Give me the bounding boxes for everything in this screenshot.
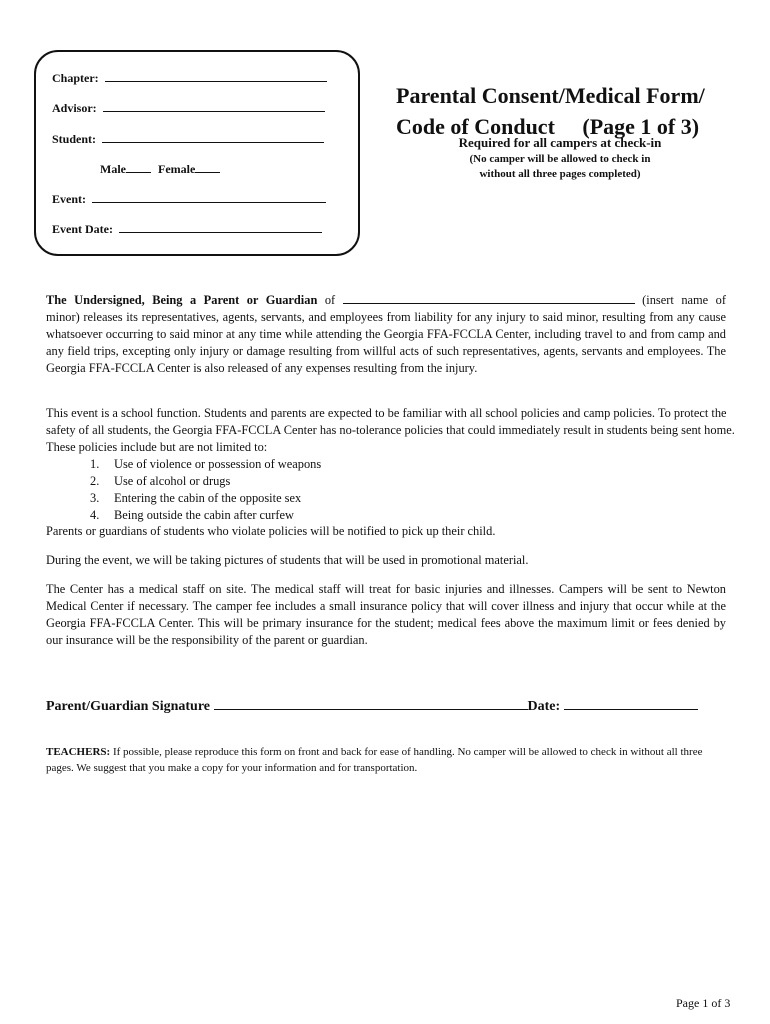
teachers-note	[46, 744, 726, 776]
title-line-2: Code of Conduct (Page 1 of 3)	[396, 114, 700, 139]
list-item: 2. Use of alcohol or drugs	[90, 474, 231, 488]
signature-label: Parent/Guardian Signature	[46, 699, 211, 714]
teachers-text: If possible, please reproduce this form on front and back for ease of handling. No camper will be allowed to check in without all three pages. We suggest that you make a copy for your information and for transportation.	[46, 746, 703, 774]
list-item: 4. Being outside the cabin after curfew	[90, 508, 294, 522]
policy-list	[90, 456, 321, 524]
page-number: Page 1 of 3	[676, 996, 731, 1010]
signature-input-line[interactable]	[214, 697, 528, 710]
form-title	[396, 80, 705, 142]
list-item: 3. Entering the cabin of the opposite sex	[90, 491, 302, 505]
title-line-1: Parental Consent/Medical Form/	[396, 83, 705, 108]
event-date-input-line[interactable]	[119, 221, 322, 233]
student-field[interactable]	[52, 131, 324, 147]
student-label: Student:	[52, 132, 97, 146]
minor-name-input-line[interactable]	[343, 292, 635, 304]
release-first-line	[46, 292, 726, 309]
event-date-field[interactable]	[52, 221, 322, 237]
release-lead: The Undersigned, Being a Parent or Guardian	[46, 293, 318, 307]
male-label: Male	[100, 162, 126, 176]
female-label: Female	[158, 162, 196, 176]
event-input-line[interactable]	[92, 191, 326, 203]
signature-row	[46, 697, 698, 715]
list-item: 1. Use of violence or possession of weapons	[90, 457, 322, 471]
male-input-line[interactable]	[126, 161, 151, 173]
photos-paragraph: During the event, we will be taking pictures of students that will be used in promotional material.	[46, 553, 529, 567]
advisor-field[interactable]	[52, 100, 325, 116]
completion-note-line-2: without all three pages completed)	[479, 168, 641, 180]
required-note: Required for all campers at check-in	[458, 135, 662, 150]
insert-name-note: (insert name of	[642, 293, 726, 307]
chapter-input-line[interactable]	[105, 70, 327, 82]
female-input-line[interactable]	[195, 161, 220, 173]
policy-intro: This event is a school function. Students and parents are expected to be familiar with all school policies and camp policies. To protect the safety of all students, the Georgia FFA-FCCLA Center has no-tolerance policies that could immediately result in students being sent home. These policies include but are not limited to:	[46, 406, 735, 454]
student-input-line[interactable]	[102, 131, 324, 143]
event-date-label: Event Date:	[52, 222, 113, 236]
date-label: Date:	[527, 699, 561, 714]
policy-closing: Parents or guardians of students who violate policies will be notified to pick up their child.	[46, 524, 496, 538]
event-field[interactable]	[52, 191, 326, 207]
advisor-input-line[interactable]	[103, 100, 325, 112]
medical-paragraph: The Center has a medical staff on site. The medical staff will treat for basic injuries and illnesses. Campers will be sent to Newton Medical Center if necessary. The camper fee includes a small insurance policy that will cover illness and injury that occur while at the Georgia FFA-FCCLA Center. This will be primary insurance for the student; medical fees above the maximum limit or fees denied by our insurance will be the responsibility of the parent or guardian.	[46, 582, 726, 647]
teachers-label: TEACHERS:	[46, 746, 111, 758]
chapter-field[interactable]	[52, 70, 327, 86]
chapter-label: Chapter:	[52, 71, 99, 85]
completion-note-line-1: (No camper will be allowed to check in	[469, 153, 651, 165]
release-body: minor) releases its representatives, agents, servants, and employees from liability for any injury to said minor, resulting from any cause whatsoever occurring to said minor at any time while attending the Georgia FFA-FCCLA Center, including travel to and from camp and any field trips, excepting only injury or damage resulting from willful acts of such representatives, agents, servants and employees. The Georgia FFA-FCCLA Center is also released of any expenses resulting from the injury.	[46, 310, 726, 375]
advisor-label: Advisor:	[52, 101, 97, 115]
event-label: Event:	[52, 192, 86, 206]
release-of: of	[324, 293, 336, 307]
gender-field[interactable]	[100, 161, 220, 177]
date-input-line[interactable]	[564, 697, 698, 710]
completion-note	[400, 152, 720, 182]
release-paragraph	[46, 292, 726, 377]
